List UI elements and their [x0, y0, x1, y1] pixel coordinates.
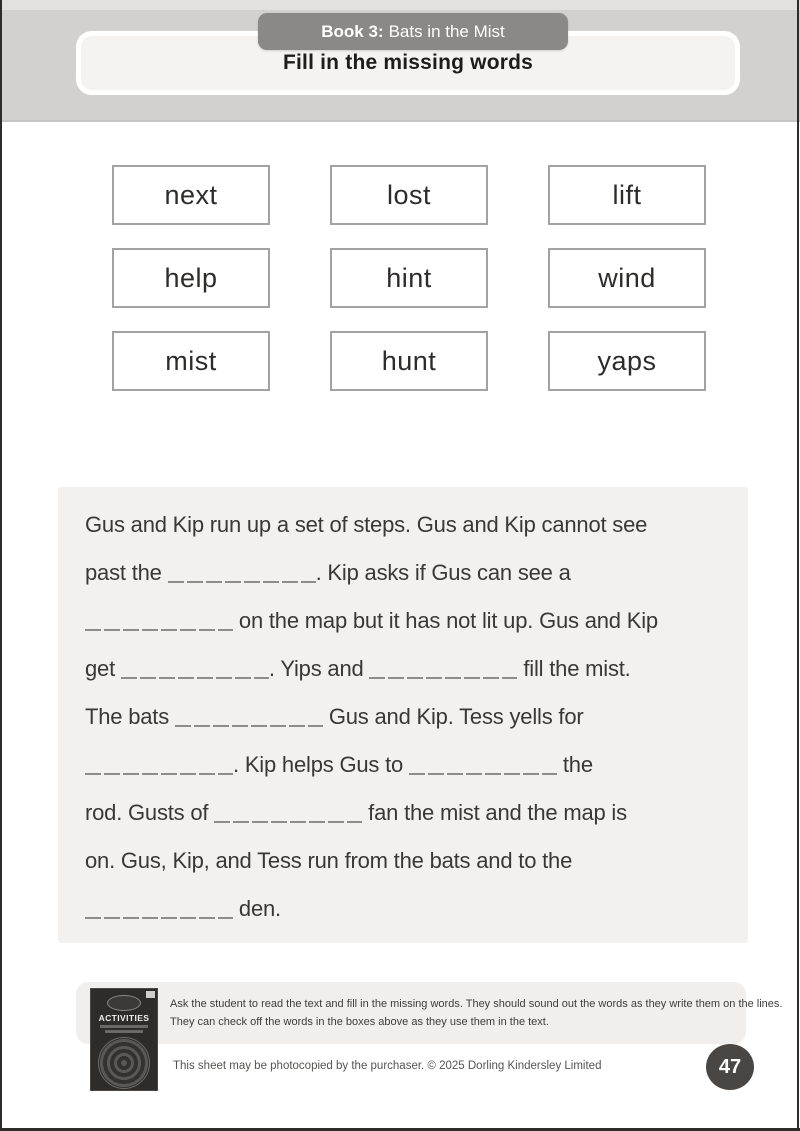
passage-text: get [85, 656, 121, 681]
fill-in-blank[interactable] [85, 768, 233, 775]
passage-text: on. Gus, Kip, and Tess run from the bats and to the [85, 848, 573, 873]
word-box-lift[interactable] [548, 165, 706, 225]
passage-text: . Kip helps Gus to [233, 752, 409, 777]
word-box-next[interactable] [112, 165, 270, 225]
passage-line [85, 837, 721, 885]
cover-subtitle-line [100, 1025, 148, 1028]
passage-box [58, 487, 748, 943]
book-cover-thumbnail [90, 988, 158, 1091]
word-box-lost[interactable] [330, 165, 488, 225]
page-title: Fill in the missing words [282, 51, 534, 74]
word-box-hint[interactable] [330, 248, 488, 308]
word-box-yaps[interactable] [548, 331, 706, 391]
page-number: 47 [718, 1055, 742, 1078]
header-strip [0, 0, 800, 122]
passage-line [85, 597, 721, 645]
instructions-text: Ask the student to read the text and fill in the missing words. They should sound out the words as they write them on the lines. [170, 998, 783, 1010]
word-label: lost [386, 179, 432, 210]
word-box-wind[interactable] [548, 248, 706, 308]
passage-line [85, 645, 721, 693]
instructions-box [76, 982, 783, 1044]
fill-in-blank[interactable] [85, 912, 233, 919]
passage-text: rod. Gusts of [85, 800, 215, 825]
passage-line [85, 501, 721, 549]
scan-edge-right [797, 0, 799, 1131]
passage-text: fill the mist. [517, 656, 631, 681]
passage-text: the [556, 752, 593, 777]
word-label: next [164, 179, 218, 210]
passage-line [85, 741, 721, 789]
word-label: yaps [597, 345, 657, 376]
cover-subtitle-line [105, 1030, 143, 1033]
word-label: help [164, 262, 218, 293]
word-bank [112, 165, 706, 391]
passage-text: fan the mist and the map is [362, 800, 627, 825]
page-number-badge [706, 1044, 754, 1090]
instructions-text: They can check off the words in the boxes above as they use them in the text. [170, 1015, 549, 1028]
word-box-help[interactable] [112, 248, 270, 308]
passage-text: . Yips and [268, 656, 370, 681]
word-label: wind [598, 262, 656, 293]
book-tab-number: Book 3: [321, 21, 384, 41]
word-label: hint [386, 262, 432, 293]
passage-text: past the [85, 560, 168, 585]
passage-text: on the map but it has not lit up. Gus and Kip [233, 608, 658, 633]
copyright-line: This sheet may be photocopied by the purchaser. © 2025 Dorling Kindersley Limited [173, 1060, 602, 1072]
passage-line [85, 885, 721, 933]
fill-in-blank[interactable] [121, 672, 269, 679]
word-label: lift [612, 179, 642, 210]
passage-line [85, 549, 721, 597]
fill-in-blank[interactable] [369, 672, 517, 679]
passage-line [85, 789, 721, 837]
fill-in-blank[interactable] [85, 624, 233, 631]
passage-text: Gus and Kip run up a set of steps. Gus and Kip cannot see [85, 512, 648, 537]
word-box-mist[interactable] [112, 331, 270, 391]
passage-text: . Kip asks if Gus can see a [315, 560, 571, 585]
passage-text: den. [233, 896, 281, 921]
passage-text: Gus and Kip. Tess yells for [322, 704, 584, 729]
book-tab [258, 13, 568, 50]
word-box-hunt[interactable] [330, 331, 488, 391]
cover-swirl-illustration-icon [98, 1037, 150, 1089]
word-label: mist [165, 345, 217, 376]
passage-line [85, 693, 721, 741]
scan-edge-left [0, 0, 2, 1131]
fill-in-blank[interactable] [214, 816, 362, 823]
cover-logo-badge-icon [107, 995, 141, 1011]
cover-corner-tag-icon [146, 991, 155, 998]
fill-in-blank[interactable] [168, 576, 316, 583]
cover-title: ACTIVITIES [98, 1013, 150, 1023]
passage-text: The bats [85, 704, 175, 729]
word-label: hunt [381, 345, 437, 376]
fill-in-blank[interactable] [175, 720, 323, 727]
fill-in-blank[interactable] [409, 768, 557, 775]
book-tab-name: Bats in the Mist [388, 21, 505, 41]
